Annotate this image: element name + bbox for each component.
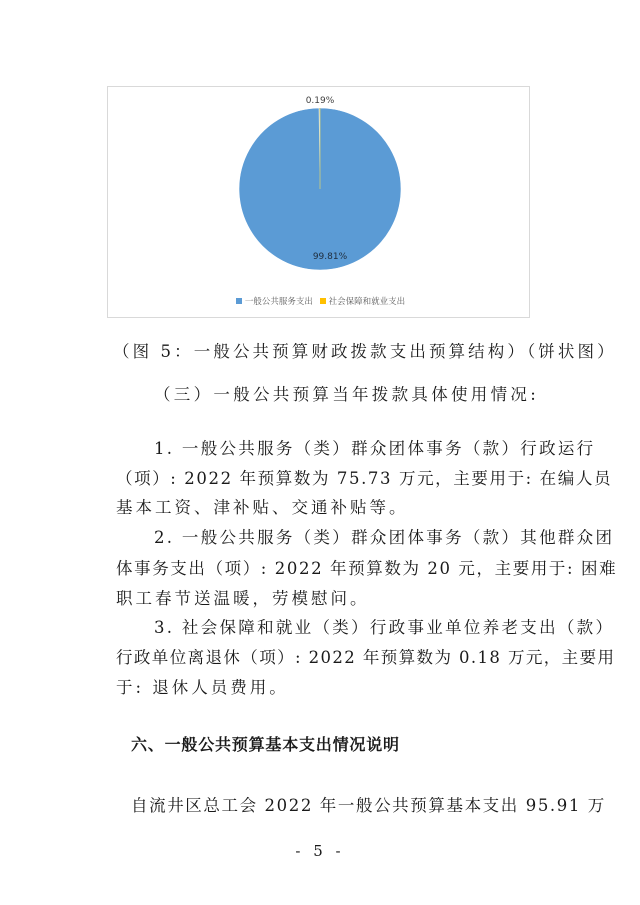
item-3-line-1: 3. 社会保障和就业（类）行政事业单位养老支出（款） <box>154 618 615 637</box>
pie-chart-svg <box>108 87 531 319</box>
item-2-line-3: 职工春节送温暖，劳模慰问。 <box>116 589 370 608</box>
legend-label-general-public-service: 一般公共服务支出 <box>244 297 313 307</box>
legend-swatch-social-security <box>320 298 326 304</box>
item-1-line-1: 1. 一般公共服务（类）群众团体事务（款）行政运行 <box>154 439 596 458</box>
section-6-heading: 六、一般公共预算基本支出情况说明 <box>131 735 400 754</box>
item-2-line-1: 2. 一般公共服务（类）群众团体事务（款）其他群众团 <box>154 528 615 547</box>
item-3-line-3: 于: 退休人员费用。 <box>116 678 289 697</box>
data-label-social-security: 0.19% <box>305 96 335 106</box>
section-3-title: （三）一般公共预算当年拨款具体使用情况: <box>154 385 540 404</box>
item-1-line-2: （项）: 2022 年预算数为 75.73 万元，主要用于: 在编人员 <box>116 469 613 488</box>
section-6-text: 自流井区总工会 2022 年一般公共预算基本支出 95.91 万 <box>131 796 606 815</box>
pie-chart <box>107 86 530 318</box>
legend-label-social-security: 社会保障和就业支出 <box>328 297 406 307</box>
item-2-line-2: 体事务支出（项）: 2022 年预算数为 20 元，主要用于: 困难 <box>116 559 618 578</box>
figure-caption: （图 5：一般公共预算财政拨款支出预算结构）（饼状图） <box>113 342 617 361</box>
data-label-general-public-service: 99.81% <box>312 252 348 262</box>
page-number: - 5 - <box>295 842 345 860</box>
legend-swatch-general-public-service <box>236 298 242 304</box>
item-1-line-3: 基本工资、津补贴、交通补贴等。 <box>116 498 409 517</box>
item-3-line-2: 行政单位离退休（项）: 2022 年预算数为 0.18 万元，主要用 <box>116 648 616 667</box>
chart-legend <box>108 295 529 307</box>
